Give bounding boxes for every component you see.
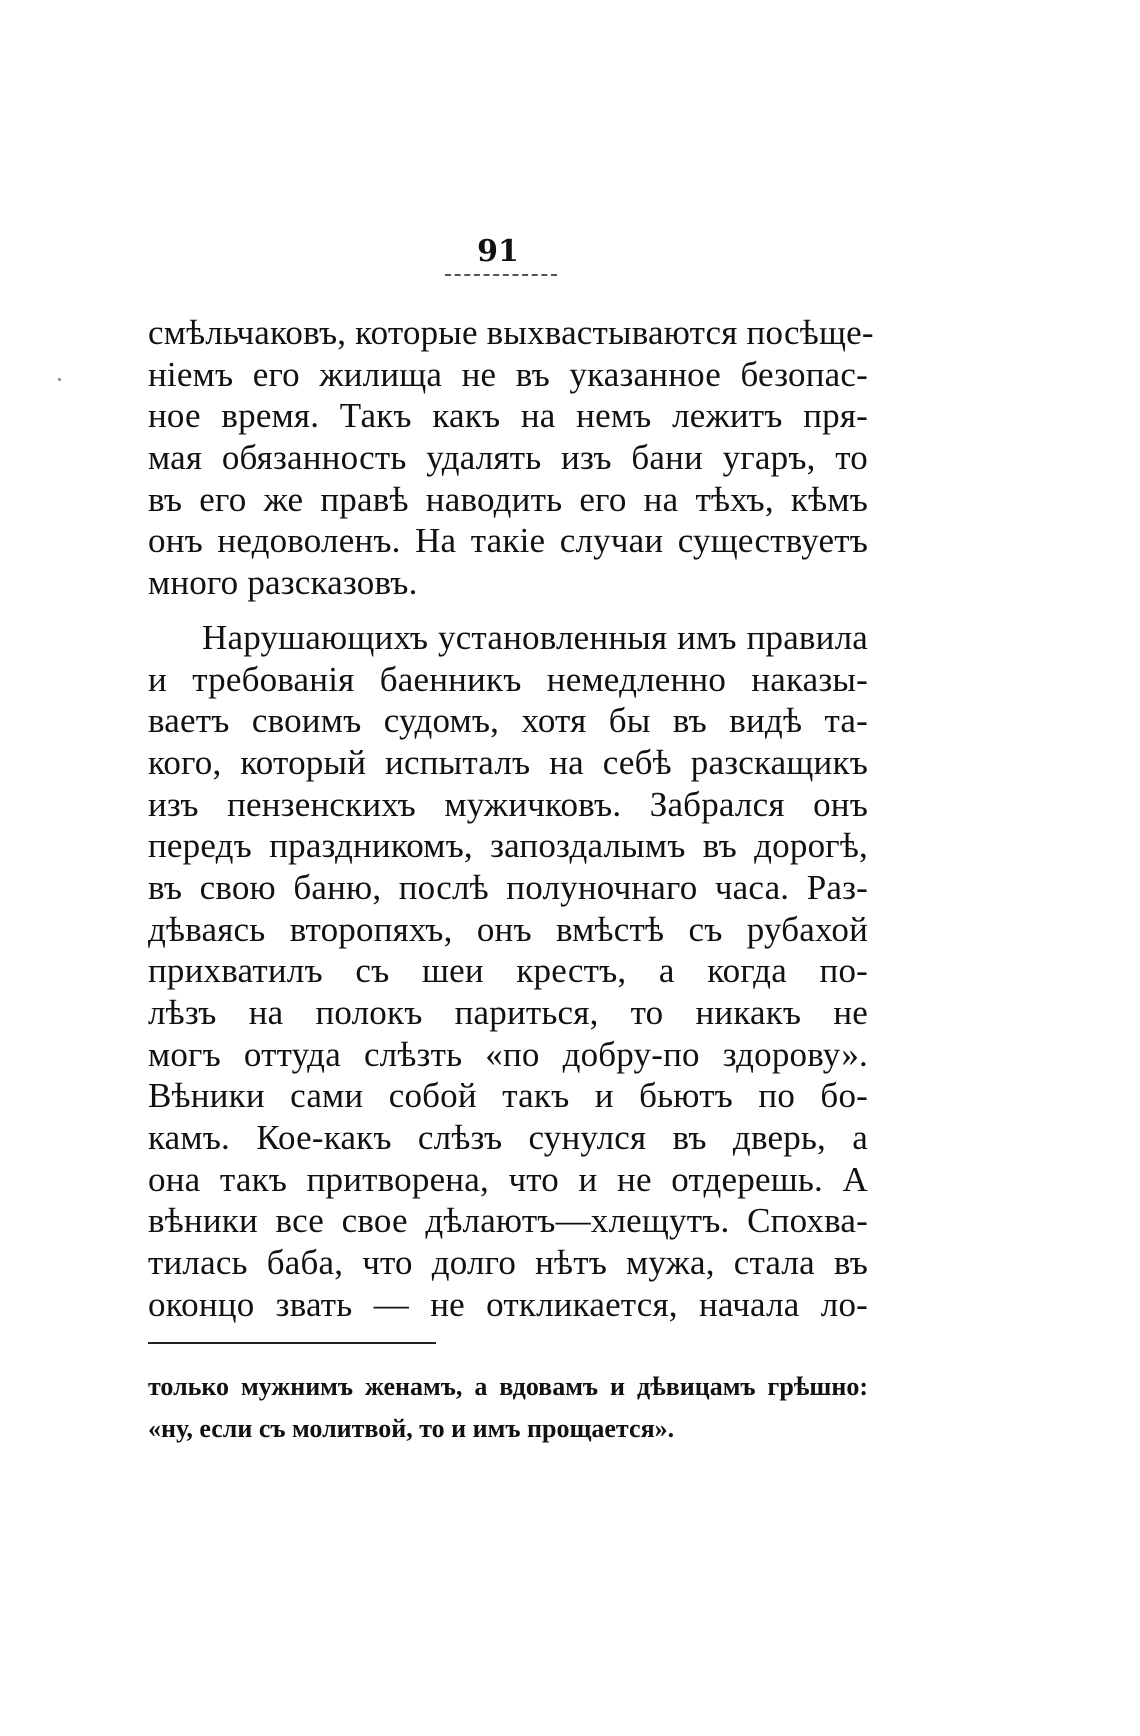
- text-line: ніемъ его жилища не въ указанное безопас-: [148, 354, 868, 394]
- text-line: смѣльчаковъ, которые выхвастываются посѣще-: [148, 313, 874, 352]
- margin-speck: [58, 378, 61, 381]
- footnote-rule: [148, 1342, 436, 1344]
- text-line: оконцо звать — не откликается, начала ло-: [148, 1284, 868, 1324]
- text-line: камъ. Кое-какъ слѣзъ сунулся въ дверь, а: [148, 1118, 868, 1158]
- text-line: ное время. Такъ какъ на немъ лежитъ пря-: [148, 396, 868, 436]
- text-line: вѣники все свое дѣлаютъ—хлещутъ. Спохва-: [148, 1201, 868, 1241]
- text-line: могъ оттуда слѣзть «по добру-по здорову».: [148, 1034, 868, 1074]
- text-line: мая обязанность удалять изъ бани угаръ, то: [148, 438, 868, 478]
- text-line: прихватилъ съ шеи крестъ, а когда по-: [148, 951, 868, 991]
- text-line: Нарушающихъ установленныя имъ правила: [202, 617, 868, 657]
- page-number-rule: [445, 274, 557, 276]
- text-line: тилась баба, что долго нѣтъ мужа, стала въ: [148, 1243, 868, 1283]
- text-line: кого, который испыталъ на себѣ разскащикъ: [148, 742, 868, 782]
- text-line: въ его же правѣ наводить его на тѣхъ, кѣмъ: [148, 479, 868, 519]
- text-line: въ свою баню, послѣ полуночнаго часа. Раз-: [148, 867, 868, 907]
- body-text: [148, 312, 874, 1326]
- footnote-line: «ну, если съ молитвой, то и имъ прощается».: [148, 1414, 675, 1443]
- page-number: 91: [477, 234, 519, 269]
- text-line: лѣзъ на полокъ париться, то никакъ не: [148, 993, 868, 1032]
- text-line: и требованія баенникъ немедленно наказы-: [148, 659, 868, 699]
- text-line: Вѣники сами собой такъ и бьютъ по бо-: [148, 1076, 868, 1116]
- footnote-line: только мужнимъ женамъ, а вдовамъ и дѣвицамъ грѣшно:: [148, 1372, 868, 1401]
- text-line: много разсказовъ.: [148, 563, 418, 603]
- text-line: ваетъ своимъ судомъ, хотя бы въ видѣ та-: [148, 701, 868, 741]
- footnote: [148, 1366, 868, 1450]
- text-line: онъ недоволенъ. На такіе случаи существуетъ: [148, 521, 868, 561]
- text-line: дѣваясь второпяхъ, онъ вмѣстѣ съ рубахой: [148, 909, 868, 949]
- text-line: передъ праздникомъ, запоздалымъ въ дорогѣ,: [148, 826, 868, 866]
- paragraph-gap: [148, 604, 868, 617]
- text-line: она такъ притворена, что и не отдерешь. А: [148, 1159, 868, 1199]
- text-line: изъ пензенскихъ мужичковъ. Забрался онъ: [148, 784, 868, 824]
